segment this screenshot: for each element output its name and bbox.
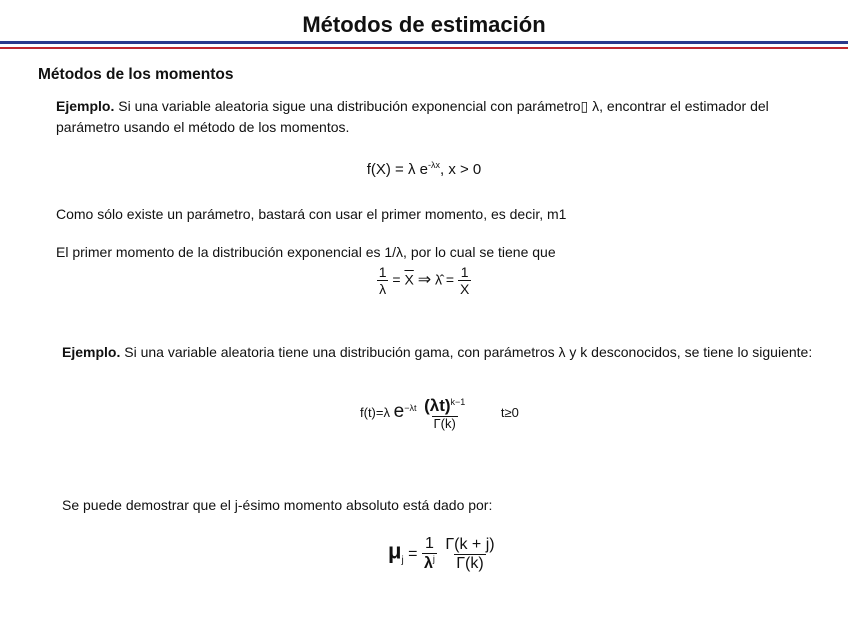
moment-frac1-den: $\lambda^j$ [423, 554, 435, 573]
gamma-lhs: f(t)=λ [360, 405, 390, 421]
gamma-denominator: Γ(k) [433, 415, 456, 431]
rhs-fraction [458, 264, 471, 297]
lhs-denominator: λ [379, 281, 387, 298]
gamma-fraction [422, 396, 467, 431]
gamma-e: e [393, 401, 405, 423]
lhs-fraction [377, 264, 389, 297]
estimator-equation [0, 264, 848, 297]
sample-mean: $\overline{X}$ [404, 271, 414, 288]
moment-fraction-1 [422, 535, 437, 574]
gamma-numerator: $(\lambda t)^{k-1}$ [424, 396, 466, 415]
example2-label: Ejemplo. [62, 344, 121, 360]
page-title: Métodos de estimación [302, 12, 546, 37]
formula-left: f(X) = λ e [366, 161, 428, 178]
moment-fraction-2 [443, 536, 496, 574]
one-parameter-paragraph: Como sólo existe un parámetro, bastará con usar el primer momento, es decir, m1 [56, 206, 567, 222]
title-rule-red [0, 47, 848, 49]
gamma-condition: t≥0 [500, 405, 519, 421]
lambda-hat: λ̂ [434, 271, 442, 288]
moment-frac2-num: Γ(k + j) [445, 535, 495, 553]
gamma-density-formula [360, 396, 519, 431]
rhs-numerator: 1 [460, 264, 469, 280]
example1-text: Si una variable aleatoria sigue una distribución exponencial con parámetro▯ λ, encontrar el estimador del parámetro usando el método de los momentos. [56, 98, 769, 135]
formula-right: , x > 0 [440, 161, 482, 178]
equals-sign-2: = [445, 271, 455, 288]
gamma-num-exponent: k−1 [450, 397, 466, 407]
mu-subscript: j [401, 554, 404, 566]
title-rule-blue [0, 41, 848, 44]
example2-paragraph [62, 342, 822, 363]
exponential-density-formula [0, 160, 848, 178]
example1-label: Ejemplo. [56, 98, 115, 114]
mu-symbol: μ [388, 538, 402, 564]
equals-sign: = [392, 271, 401, 288]
moment-frac2-den: Γ(k) [456, 554, 484, 572]
implies-arrow: ⇒ [417, 271, 432, 289]
lhs-numerator: 1 [378, 264, 387, 280]
moment-equation [388, 535, 497, 574]
moment-frac1-num: 1 [424, 535, 434, 552]
moment-paragraph: Se puede demostrar que el j-ésimo momento absoluto está dado por: [62, 497, 493, 513]
moment-frac1-den-exponent: j [432, 554, 435, 565]
section-heading: Métodos de los momentos [38, 66, 234, 83]
example1-paragraph [56, 96, 796, 138]
formula-exponent: -λx [428, 160, 440, 170]
rhs-denominator: X [459, 281, 470, 298]
moment-equals: = [408, 545, 418, 563]
gamma-e-exponent: −λt [404, 403, 417, 414]
example2-text: Si una variable aleatoria tiene una distribución gama, con parámetros λ y k desconocidos, se tiene lo siguiente: [120, 344, 813, 360]
first-moment-paragraph: El primer momento de la distribución exponencial es 1/λ, por lo cual se tiene que [56, 244, 556, 260]
